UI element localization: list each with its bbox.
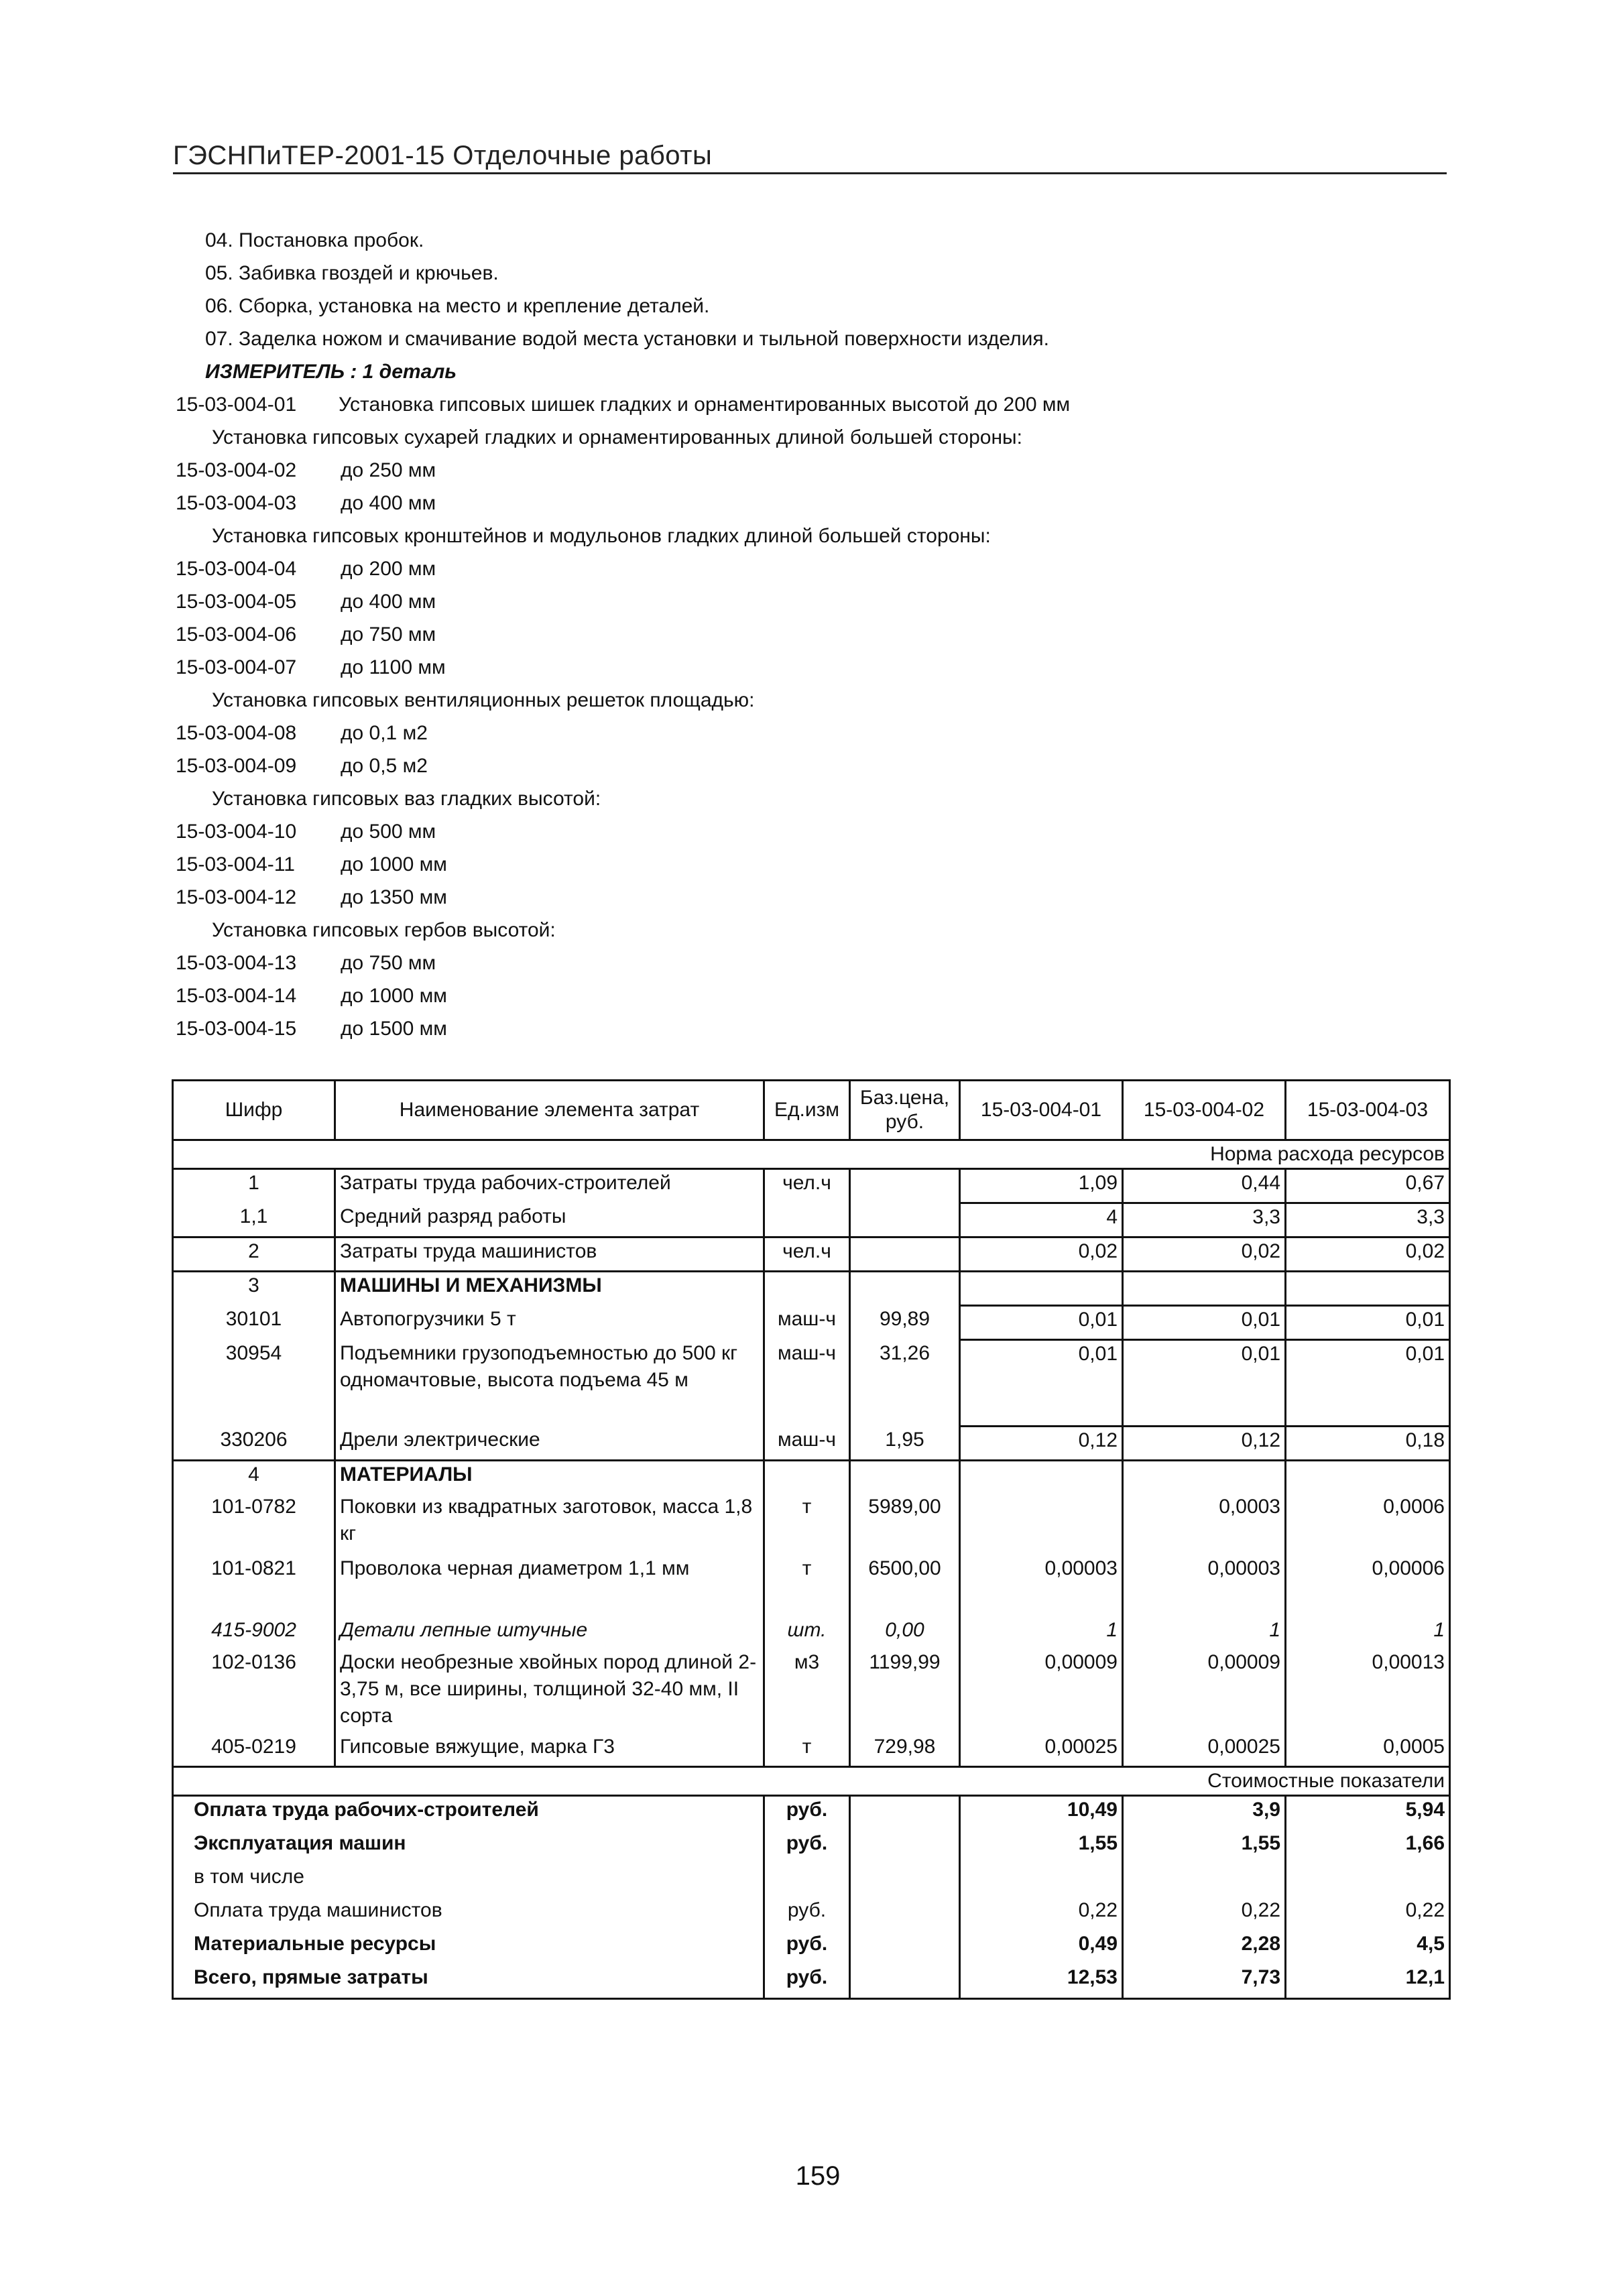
cell-code: 1 [173,1169,335,1203]
cost-band-row [173,1767,1450,1796]
entry-row [176,552,1436,585]
step-item: 07. Заделка ножом и смачивание водой места установки и тыльной поверхности изделия. [205,328,1049,350]
cell-unit [764,1203,850,1237]
cell-unit: маш-ч [764,1427,850,1461]
cell-code: 3 [173,1272,335,1306]
entry-text: до 500 мм [341,821,436,843]
entry-row [176,848,1436,881]
summary-v3: 1,66 [1286,1830,1450,1864]
cell-code: 330206 [173,1427,335,1461]
cell-code: 1,1 [173,1203,335,1237]
cell-price: 1,95 [850,1427,960,1461]
summary-row [173,1964,1450,1999]
table-header-row [173,1081,1450,1140]
entry-row [176,618,1436,651]
entry-text: до 1000 мм [341,853,447,875]
cell-price: 99,89 [850,1306,960,1340]
cell-unit: шт. [764,1617,850,1649]
cell-unit: чел.ч [764,1169,850,1203]
entry-group-title: Установка гипсовых кронштейнов и модульонов гладких длиной большей стороны: [212,525,991,547]
cell-v2: 0,00009 [1123,1649,1286,1734]
entry-code: 15-03-004-12 [176,886,297,908]
cell-v1: 0,01 [960,1340,1123,1427]
step-item: 05. Забивка гвоздей и крючьев. [205,262,499,284]
entry-row [176,815,1436,848]
entry-code: 15-03-004-02 [176,459,297,481]
cell-name: Детали лепные штучные [335,1617,764,1649]
cell-v3: 0,01 [1286,1306,1450,1340]
cell-unit: т [764,1555,850,1617]
summary-row [173,1931,1450,1964]
entry-row [176,881,1436,914]
cell-v3: 0,67 [1286,1169,1450,1203]
entry-code: 15-03-004-08 [176,722,297,744]
summary-row [173,1796,1450,1831]
cell-unit: м3 [764,1649,850,1734]
cell-v3: 0,00013 [1286,1649,1450,1734]
header-v3: 15-03-004-03 [1286,1081,1450,1140]
intro-section [176,224,1436,1045]
cell-v2: 0,00025 [1123,1734,1286,1767]
cell-v3: 3,3 [1286,1203,1450,1237]
entry-text: до 200 мм [341,558,436,580]
cell-v1: 1 [960,1617,1123,1649]
summary-v1: 0,22 [960,1897,1123,1931]
cell-v1: 0,00025 [960,1734,1123,1767]
summary-v3: 4,5 [1286,1931,1450,1964]
summary-name: в том числе [173,1864,764,1897]
cell-v2: 0,00003 [1123,1555,1286,1617]
cell-price [850,1203,960,1237]
entry-group-title: Установка гипсовых вентиляционных решеток площадью: [212,689,755,711]
entry-code: 15-03-004-04 [176,558,297,580]
cell-name: Дрели электрические [335,1427,764,1461]
entry-code: 15-03-004-05 [176,591,297,613]
cell-v1: 0,00009 [960,1649,1123,1734]
entry-code: 15-03-004-10 [176,821,297,843]
entry-text: до 0,1 м2 [341,722,428,744]
entry-code: 15-03-004-09 [176,755,297,777]
summary-unit: руб. [764,1796,850,1831]
summary-unit: руб. [764,1964,850,1999]
entry-text: до 750 мм [341,623,436,646]
cell-v1: 1,09 [960,1169,1123,1203]
entry-text: до 1100 мм [341,656,446,678]
cell-name: Затраты труда рабочих-строителей [335,1169,764,1203]
cell-price: 5989,00 [850,1494,960,1555]
work-steps [176,224,1436,355]
table-row [173,1169,1450,1203]
summary-unit: руб. [764,1897,850,1931]
summary-v3: 5,94 [1286,1796,1450,1831]
table-row [173,1734,1450,1767]
summary-unit: руб. [764,1931,850,1964]
summary-v2: 7,73 [1123,1964,1286,1999]
table-row [173,1494,1450,1555]
cell-v1 [960,1494,1123,1555]
cell-price: 6500,00 [850,1555,960,1617]
resource-table [172,1079,1451,2000]
cell-v3: 0,0005 [1286,1734,1450,1767]
summary-row [173,1897,1450,1931]
page-number: 159 [795,2161,841,2191]
cell-v3: 0,18 [1286,1427,1450,1461]
header-price: Баз.цена, руб. [850,1081,960,1140]
entry-code: 15-03-004-07 [176,656,297,678]
summary-name: Оплата труда машинистов [173,1897,764,1931]
entry-row [176,454,1436,487]
cell-v3: 1 [1286,1617,1450,1649]
table-row [173,1649,1450,1734]
entry-row [176,947,1436,979]
cell-code: 4 [173,1461,335,1494]
cell-name: Затраты труда машинистов [335,1237,764,1272]
entry-text: до 400 мм [341,591,436,613]
entry-code: 15-03-004-14 [176,985,297,1007]
cost-label: Стоимостные показатели [173,1767,1450,1796]
entry-code: 15-03-004-13 [176,952,297,974]
cell-code: 30101 [173,1306,335,1340]
summary-name: Эксплуатация машин [173,1830,764,1864]
entry-row [176,585,1436,618]
page-header: ГЭСНПиТЕР-2001-15 Отделочные работы [173,141,1447,174]
summary-name: Материальные ресурсы [173,1931,764,1964]
cell-name: Средний разряд работы [335,1203,764,1237]
norm-band-row [173,1140,1450,1169]
cell-code: 30954 [173,1340,335,1427]
table-row [173,1617,1450,1649]
summary-v1: 10,49 [960,1796,1123,1831]
summary-name: Оплата труда рабочих-строителей [173,1796,764,1831]
cell-v2: 0,0003 [1123,1494,1286,1555]
cell-price: 1199,99 [850,1649,960,1734]
cell-v3: 0,00006 [1286,1555,1450,1617]
table-row [173,1237,1450,1272]
cell-code: 405-0219 [173,1734,335,1767]
summary-v3: 12,1 [1286,1964,1450,1999]
summary-row [173,1864,1450,1897]
section-row [173,1272,1450,1306]
measure-unit: ИЗМЕРИТЕЛЬ : 1 деталь [205,361,457,383]
cell-v2: 3,3 [1123,1203,1286,1237]
cell-price: 0,00 [850,1617,960,1649]
cell-name: Подъемники грузоподъемностью до 500 кг одномачтовые, высота подъема 45 м [335,1340,764,1427]
entry-text: до 1500 мм [341,1018,447,1040]
entry-code: 15-03-004-06 [176,623,297,646]
header-code: Шифр [173,1081,335,1140]
table-row [173,1306,1450,1340]
entry-row [176,487,1436,520]
header-v2: 15-03-004-02 [1123,1081,1286,1140]
entry-text: до 1000 мм [341,985,447,1007]
section-row [173,1461,1450,1494]
entry-row [176,1012,1436,1045]
cell-v3: 0,02 [1286,1237,1450,1272]
summary-v2: 2,28 [1123,1931,1286,1964]
cell-v2: 0,01 [1123,1306,1286,1340]
summary-v1: 0,49 [960,1931,1123,1964]
cell-code: 415-9002 [173,1617,335,1649]
entry-text: до 0,5 м2 [341,755,428,777]
entry-row [176,651,1436,684]
cell-v3: 0,0006 [1286,1494,1450,1555]
section-title: МАТЕРИАЛЫ [335,1461,764,1494]
entry-code: 15-03-004-15 [176,1018,297,1040]
step-item: 04. Постановка пробок. [205,229,424,251]
cell-code: 2 [173,1237,335,1272]
cell-v1: 0,12 [960,1427,1123,1461]
cell-v2: 1 [1123,1617,1286,1649]
cell-name: Автопогрузчики 5 т [335,1306,764,1340]
summary-row [173,1830,1450,1864]
cell-code: 101-0782 [173,1494,335,1555]
cell-name: Гипсовые вяжущие, марка Г3 [335,1734,764,1767]
cell-v1: 0,02 [960,1237,1123,1272]
cell-code: 102-0136 [173,1649,335,1734]
entry-text: до 1350 мм [341,886,447,908]
cell-v2: 0,01 [1123,1340,1286,1427]
table-row [173,1203,1450,1237]
cell-v2: 0,12 [1123,1427,1286,1461]
cell-unit: т [764,1494,850,1555]
section-title: МАШИНЫ И МЕХАНИЗМЫ [335,1272,764,1306]
entry-group-title: Установка гипсовых сухарей гладких и орнаментированных длиной большей стороны: [212,426,1022,448]
entry-text: до 250 мм [341,459,436,481]
cell-price: 31,26 [850,1340,960,1427]
entry-group-title: Установка гипсовых ваз гладких высотой: [212,788,601,810]
summary-v2: 3,9 [1123,1796,1286,1831]
cell-name: Доски необрезные хвойных пород длиной 2-3,75 м, все ширины, толщиной 32-40 мм, II сорта [335,1649,764,1734]
cell-v2: 0,44 [1123,1169,1286,1203]
cell-price: 729,98 [850,1734,960,1767]
cell-unit: чел.ч [764,1237,850,1272]
cell-name: Поковки из квадратных заготовок, масса 1,8 кг [335,1494,764,1555]
cell-price [850,1237,960,1272]
summary-unit: руб. [764,1830,850,1864]
entry-text: Установка гипсовых шишек гладких и орнаментированных высотой до 200 мм [339,394,1071,416]
cell-v1: 0,01 [960,1306,1123,1340]
cell-name: Проволока черная диаметром 1,1 мм [335,1555,764,1617]
table-row [173,1555,1450,1617]
entry-row [176,749,1436,782]
entry-code: 15-03-004-03 [176,492,297,514]
summary-v1: 1,55 [960,1830,1123,1864]
cell-code: 101-0821 [173,1555,335,1617]
header-name: Наименование элемента затрат [335,1081,764,1140]
norm-label: Норма расхода ресурсов [173,1140,1450,1169]
entry-row [176,717,1436,749]
entry-code: 15-03-004-01 [176,394,297,416]
summary-v3: 0,22 [1286,1897,1450,1931]
cell-v2: 0,02 [1123,1237,1286,1272]
cell-v1: 4 [960,1203,1123,1237]
header-unit: Ед.изм [764,1081,850,1140]
cell-unit: маш-ч [764,1340,850,1427]
table-row [173,1427,1450,1461]
summary-name: Всего, прямые затраты [173,1964,764,1999]
cell-price [850,1169,960,1203]
summary-v2: 0,22 [1123,1897,1286,1931]
cell-unit: т [764,1734,850,1767]
entry-text: до 750 мм [341,952,436,974]
cell-unit: маш-ч [764,1306,850,1340]
step-item: 06. Сборка, установка на место и крепление деталей. [205,295,710,317]
header-v1: 15-03-004-01 [960,1081,1123,1140]
cell-v3: 0,01 [1286,1340,1450,1427]
entry-code: 15-03-004-11 [176,853,295,875]
table-row [173,1340,1450,1427]
entry-text: до 400 мм [341,492,436,514]
entry-row [176,979,1436,1012]
cell-v1: 0,00003 [960,1555,1123,1617]
entry-row [176,388,1436,421]
summary-v1: 12,53 [960,1964,1123,1999]
entry-group-title: Установка гипсовых гербов высотой: [212,919,556,941]
summary-v2: 1,55 [1123,1830,1286,1864]
